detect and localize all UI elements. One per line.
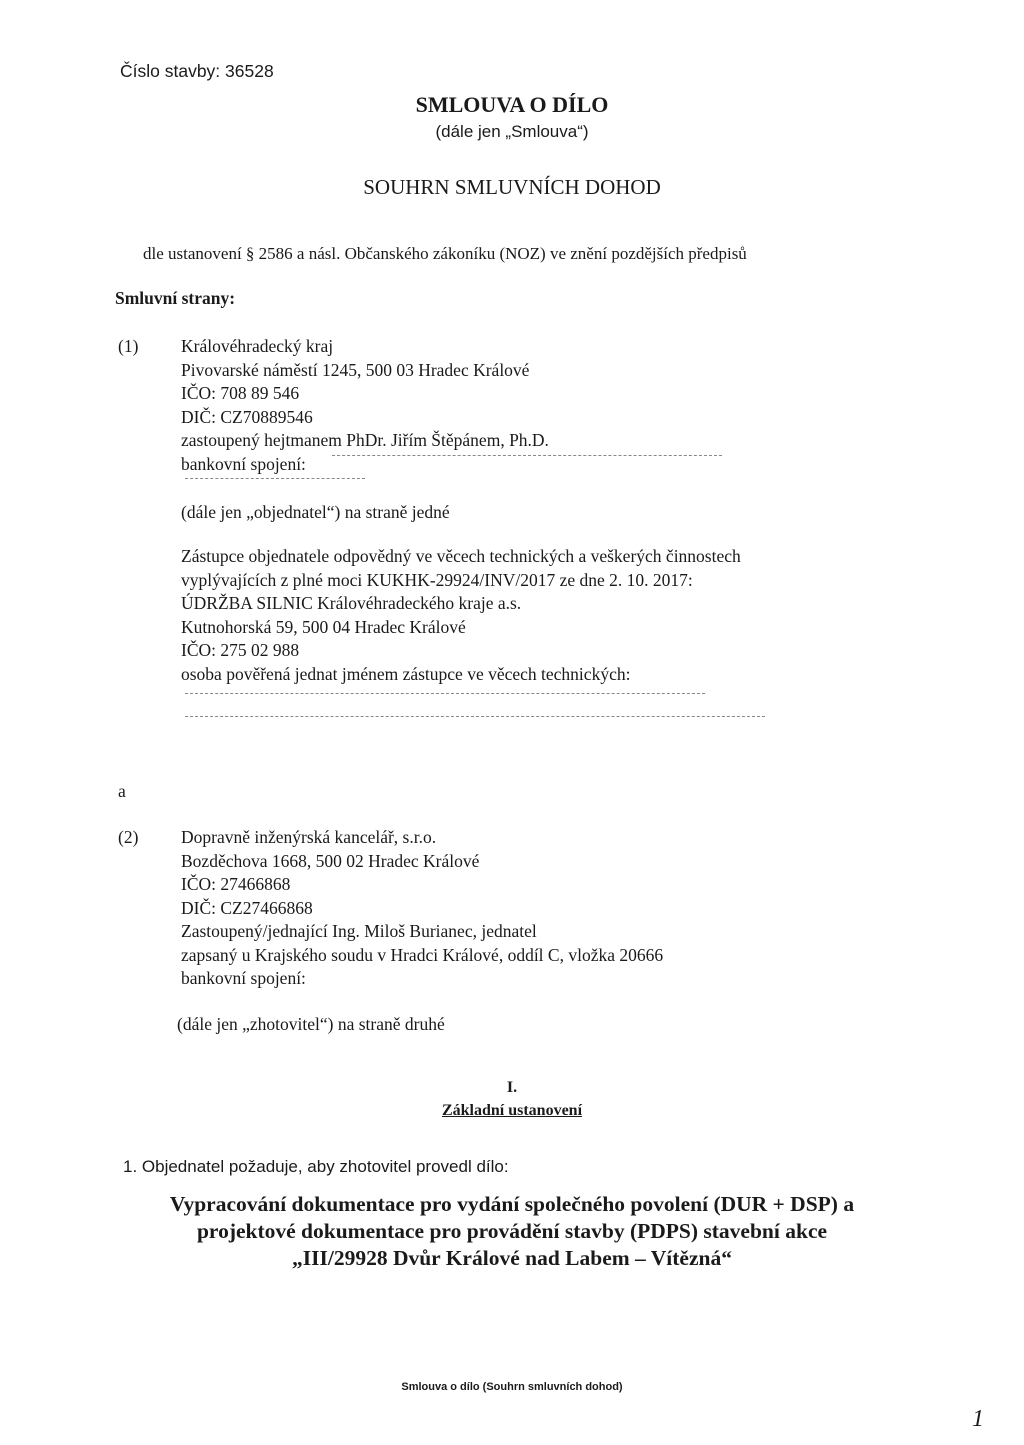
party2-name: Dopravně inženýrská kancelář, s.r.o. [181, 827, 437, 847]
document-short-name: (dále jen „Smlouva“) [435, 122, 589, 141]
party1-number: (1) [118, 336, 139, 356]
party1-name: Královéhradecký kraj [181, 336, 334, 356]
party2-details [181, 826, 663, 991]
party2-dic: DIČ: CZ27466868 [181, 897, 313, 918]
legal-basis: dle ustanovení § 2586 a násl. Občanského zákoníku (NOZ) ve znění pozdějších předpisů [143, 244, 747, 263]
representative-contact-label: osoba pověřená jednat jménem zástupce ve věcech technických: [181, 663, 631, 684]
party2-number: (2) [118, 827, 139, 847]
redaction-mark [185, 693, 705, 695]
clause-1: 1. Objednatel požaduje, aby zhotovitel provedl dílo: [123, 1157, 509, 1176]
representative-line: Zástupce objednatele odpovědný ve věcech technických a veškerých činnostech [181, 546, 741, 566]
representative-address: Kutnohorská 59, 500 04 Hradec Králové [181, 616, 466, 637]
party1-ico: IČO: 708 89 546 [181, 383, 300, 403]
party2-designation: (dále jen „zhotovitel“) na straně druhé [177, 1014, 445, 1034]
party2-registration: zapsaný u Krajského soudu v Hradci Králové, oddíl C, vložka 20666 [181, 944, 664, 965]
footer-text: Smlouva o dílo (Souhrn smluvních dohod) [401, 1381, 623, 1393]
party1-bank: bankovní spojení: [181, 453, 306, 474]
party1-designation: (dále jen „objednatel“) na straně jedné [181, 502, 450, 522]
representative-line: vyplývajících z plné moci KUKHK-29924/INV/2017 ze dne 2. 10. 2017: [181, 569, 693, 590]
work-title-line: Vypracování dokumentace pro vydání společného povolení (DUR + DSP) a [169, 1192, 855, 1216]
document-title: SMLOUVA O DÍLO [415, 92, 609, 117]
party1-address: Pivovarské náměstí 1245, 500 03 Hradec Králové [181, 359, 530, 380]
redaction-mark [185, 716, 765, 718]
party2-address: Bozděchova 1668, 500 02 Hradec Králové [181, 850, 480, 871]
document-subtitle: SOUHRN SMLUVNÍCH DOHOD [363, 175, 661, 199]
page-number: 1 [972, 1406, 984, 1432]
representative-company: ÚDRŽBA SILNIC Královéhradeckého kraje a.s. [181, 593, 522, 613]
conjunction: a [118, 781, 126, 801]
building-number: Číslo stavby: 36528 [120, 61, 274, 81]
section-heading: Základní ustanovení [441, 1102, 583, 1119]
representative-ico: IČO: 275 02 988 [181, 640, 300, 660]
parties-heading: Smluvní strany: [115, 288, 236, 308]
work-title-line: projektové dokumentace pro provádění stavby (PDPS) stavební akce [196, 1219, 828, 1243]
redaction-mark [332, 455, 722, 457]
section-number: I. [506, 1079, 518, 1096]
party1-representative: zastoupený hejtmanem PhDr. Jiřím Štěpánem, Ph.D. [181, 430, 549, 450]
party1-dic: DIČ: CZ70889546 [181, 406, 313, 427]
redaction-mark [185, 478, 365, 480]
party2-representative: Zastoupený/jednající Ing. Miloš Burianec, jednatel [181, 921, 537, 941]
party2-ico: IČO: 27466868 [181, 874, 291, 894]
representative-details [181, 545, 741, 686]
party2-bank: bankovní spojení: [181, 968, 306, 988]
work-title-line: „III/29928 Dvůr Králové nad Labem – Vítězná“ [292, 1246, 732, 1270]
